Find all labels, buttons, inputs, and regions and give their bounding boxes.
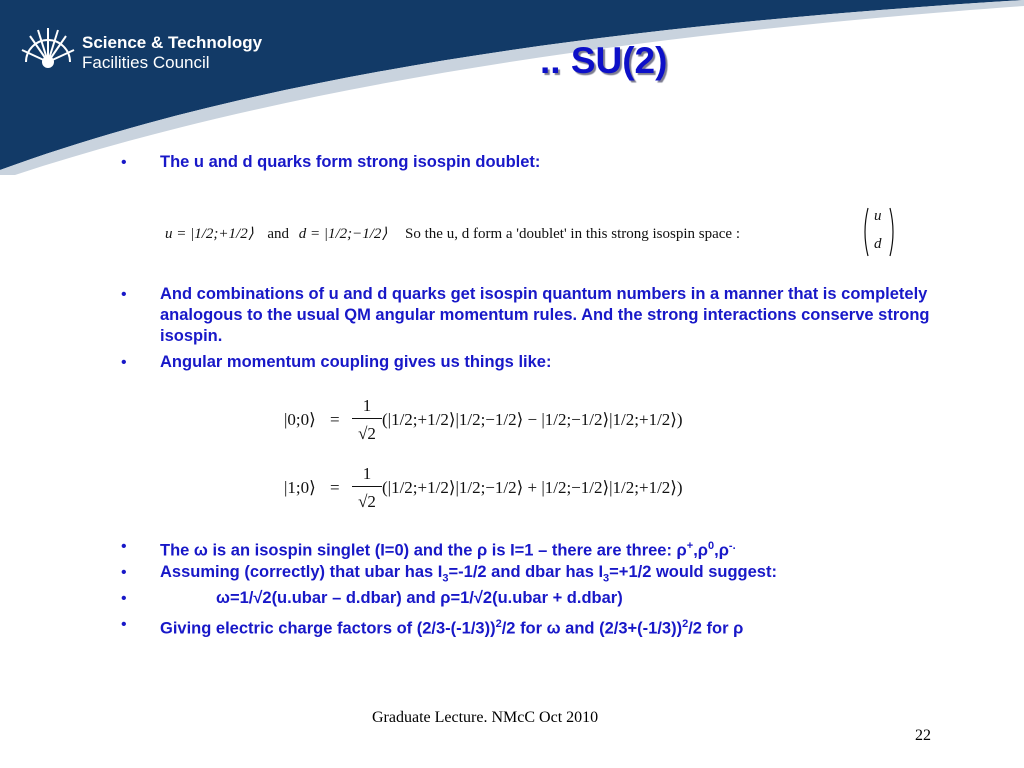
doublet-text: So the u, d form a 'doublet' in this strong isospin space : [405,226,741,242]
doublet-and: and [267,226,289,242]
rhs-singlet: (|1/2;+1/2⟩|1/2;−1/2⟩ − |1/2;−1/2⟩|1/2;+1/2⟩) [382,410,683,429]
charge-part-a: Giving electric charge factors of (2/3-(-1/3)) [160,619,496,638]
org-line-1: Science & Technology [82,33,263,52]
bullet-assuming: Assuming (correctly) that ubar has $I_3=-1/2$ and dbar has $I_3=+1/2$ would suggest: [160,563,777,585]
frac-bar [352,418,382,419]
frac-numerator: 1 [362,464,372,483]
bullet-doublet: The u and d quarks form strong isospin doublet: [160,153,541,171]
frac-denominator: √2 [358,492,376,511]
assume-part-b: =-1/2 and dbar has I [448,563,604,581]
charge-part-c: /2 for ρ [688,619,744,638]
omega-rho-text: The ω is an isospin singlet (I=0) and the ρ is I=1 – there are three: ρ [160,541,687,560]
bullet-dot: • [121,590,127,607]
equation-triplet [284,464,804,520]
frac-bar [352,486,382,487]
frac-numerator: 1 [362,396,372,415]
header-swoosh [0,0,1024,175]
vector-d: d [874,236,882,252]
header-banner [0,0,1024,175]
footer-text: Graduate Lecture. NMcC Oct 2010 [372,709,599,726]
assume-part-a: Assuming (correctly) that ubar has I [160,563,443,581]
bullet-dot: • [121,616,127,633]
doublet-equation [165,224,865,243]
bullet-dot: • [121,538,127,555]
assume-part-c: =+1/2 would suggest: [609,563,777,581]
ket-00: |0;0⟩ [284,410,316,429]
equals-sign: = [330,410,340,429]
bullet-wavefunctions: ω=1/√2(u.ubar – d.dbar) and ρ=1/√2(u.ubar + d.dbar) [216,589,623,607]
bullet-dot: • [121,286,127,303]
equation-singlet [284,396,804,452]
doublet-d: d = |1/2;−1/2⟩ [298,226,388,242]
frac-denominator: √2 [358,424,376,443]
slide-title: .. SU(2) [540,40,668,81]
bullet-dot: • [121,154,127,171]
ket-10: |1;0⟩ [284,478,316,497]
charge-part-b: /2 for ω and (2/3+(-1/3)) [501,619,683,638]
bullet-dot: • [121,564,127,581]
rhs-triplet: (|1/2;+1/2⟩|1/2;−1/2⟩ + |1/2;−1/2⟩|1/2;+1/2⟩) [382,478,683,497]
doublet-u: u = |1/2;+1/2⟩ [165,226,254,242]
doublet-vector [862,206,896,258]
stfc-logo-icon [18,22,78,68]
bullet-coupling: Angular momentum coupling gives us things like: [160,353,552,371]
bullet-dot: • [121,354,127,371]
bullet-omega-rho: The ω is an isospin singlet (I=0) and the ρ is I=1 – there are three: $\rho^+,\rho^0,\rho^{-.}$ [160,540,736,560]
org-line-2: Facilities Council [82,53,210,72]
vector-u: u [874,208,882,224]
page-number: 22 [915,727,931,744]
bullet-combinations: And combinations of u and d quarks get isospin quantum numbers in a manner that is completely analogous to the usual QM angular momentum rules. And the strong interactions conserve strong isospin. [160,285,930,345]
equals-sign: = [330,478,340,497]
bullet-charge-factors: Giving electric charge factors of $(2/3-(-1/3))^2/2$ for ω and $(2/3+(-1/3))^2/2$ for ρ [160,618,744,638]
organization-name [82,33,262,73]
